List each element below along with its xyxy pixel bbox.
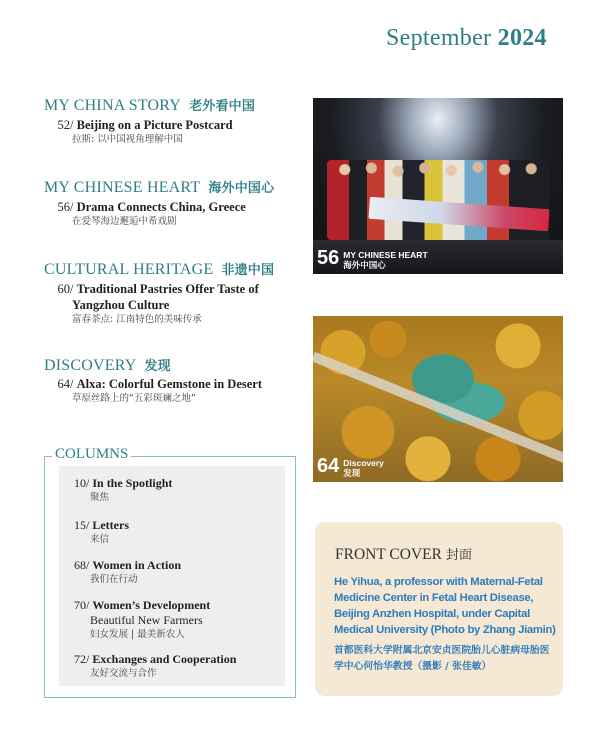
page-number: 10 <box>74 476 86 490</box>
column-entry-letters[interactable] <box>58 518 286 546</box>
page-slash: / <box>86 476 93 490</box>
front-cover-caption-zh: 首都医科大学附属北京安贞医院胎儿心脏病母胎医学中心何怡华教授（摄影 / 张佳敏） <box>334 645 550 672</box>
section-title-zh: 发现 <box>144 359 171 374</box>
column-title-zh: 来信 <box>90 534 110 545</box>
photo-page-number: 64 <box>317 455 340 477</box>
entry-title-zh: 在爱琴海边邂逅中希戏剧 <box>72 216 177 227</box>
page-number: 72 <box>74 652 86 666</box>
issue-year: 2024 <box>497 25 547 51</box>
column-title-zh: 妇女发展 | 最美新农人 <box>90 629 185 640</box>
issue-date <box>386 25 547 52</box>
toc-entry-beijing-postcard[interactable] <box>44 117 233 146</box>
column-entry-womens-development[interactable] <box>58 598 286 641</box>
section-title-zh: 非遗中国 <box>221 263 275 278</box>
page-slash: / <box>70 282 77 296</box>
page-number: 70 <box>74 598 86 612</box>
section-title-zh: 海外中国心 <box>208 181 275 196</box>
photo-label: Discovery <box>343 458 384 468</box>
column-title-zh: 友好交流与合作 <box>90 668 157 679</box>
section-title-en: MY CHINA STORY <box>44 97 182 114</box>
front-cover-title-en: FRONT COVER <box>335 546 442 563</box>
column-title: In the Spotlight <box>92 476 173 490</box>
photo-drama-group[interactable] <box>313 98 563 274</box>
issue-month: September <box>386 25 492 51</box>
page-number: 64 <box>57 377 70 391</box>
column-title-zh: 聚焦 <box>90 492 110 503</box>
column-entry-spotlight[interactable] <box>58 476 286 504</box>
page-number: 52 <box>57 118 70 132</box>
page-number: 15 <box>74 518 86 532</box>
page-slash: / <box>86 558 93 572</box>
toc-entry-alxa[interactable] <box>44 376 262 405</box>
entry-title-zh: 草原丝路上的“五彩斑斓之地” <box>72 393 196 404</box>
entry-title: Beijing on a Picture Postcard <box>76 118 233 132</box>
column-entry-women-in-action[interactable] <box>58 558 286 586</box>
photo-label: MY CHINESE HEART <box>343 250 428 260</box>
front-cover-caption: He Yihua, a professor with Maternal-Fetal Medicine Center in Fetal Heart Disease, Beijing Anzhen Hospital, under Capital Medical University (Photo by Zhang Jiamin) <box>334 576 556 636</box>
section-title-en: CULTURAL HERITAGE <box>44 261 214 278</box>
section-title-my-china-story <box>44 95 255 115</box>
page-slash: / <box>70 377 77 391</box>
column-title: Women in Action <box>92 558 182 572</box>
toc-entry-traditional-pastries[interactable] <box>44 281 259 326</box>
column-title: Letters <box>92 518 129 532</box>
entry-title: Traditional Pastries Offer Taste of <box>76 282 259 296</box>
entry-title: Drama Connects China, Greece <box>76 200 246 214</box>
page-slash: / <box>86 652 93 666</box>
photo-caption <box>317 247 428 270</box>
photo-desert-forest[interactable] <box>313 316 563 482</box>
photo-caption <box>317 455 384 478</box>
front-cover-title-zh: 封面 <box>445 548 472 563</box>
section-title-en: MY CHINESE HEART <box>44 179 201 196</box>
section-title-cultural-heritage <box>44 259 274 279</box>
page-slash: / <box>86 518 93 532</box>
entry-title-continued: Yangzhou Culture <box>72 298 170 312</box>
section-title-my-chinese-heart <box>44 177 274 197</box>
section-title-discovery <box>44 355 171 375</box>
photo-page-number: 56 <box>317 247 340 269</box>
photo-label-zh: 海外中国心 <box>343 260 386 270</box>
columns-title: COLUMNS <box>52 446 131 463</box>
page-slash: / <box>70 118 77 132</box>
section-title-zh: 老外看中国 <box>189 99 256 114</box>
entry-title-zh: 拉斯: 以中国视角理解中国 <box>72 134 183 145</box>
column-title-zh: 我们在行动 <box>90 574 138 585</box>
column-title: Exchanges and Cooperation <box>92 652 237 666</box>
page-number: 60 <box>57 282 70 296</box>
entry-title: Alxa: Colorful Gemstone in Desert <box>76 377 262 391</box>
page-slash: / <box>86 598 93 612</box>
entry-title-zh: 富春茶点: 江南特色的美味传承 <box>72 314 202 325</box>
column-entry-exchanges[interactable] <box>58 652 286 680</box>
photo-label-zh: 发现 <box>343 468 361 478</box>
column-subtitle: Beautiful New Farmers <box>90 613 203 627</box>
toc-entry-drama-connects[interactable] <box>44 199 246 228</box>
front-cover-title <box>335 544 472 564</box>
section-title-en: DISCOVERY <box>44 357 137 374</box>
page-number: 56 <box>57 200 70 214</box>
road <box>313 352 563 466</box>
page-number: 68 <box>74 558 86 572</box>
page-slash: / <box>70 200 77 214</box>
column-title: Women’s Development <box>92 598 211 612</box>
